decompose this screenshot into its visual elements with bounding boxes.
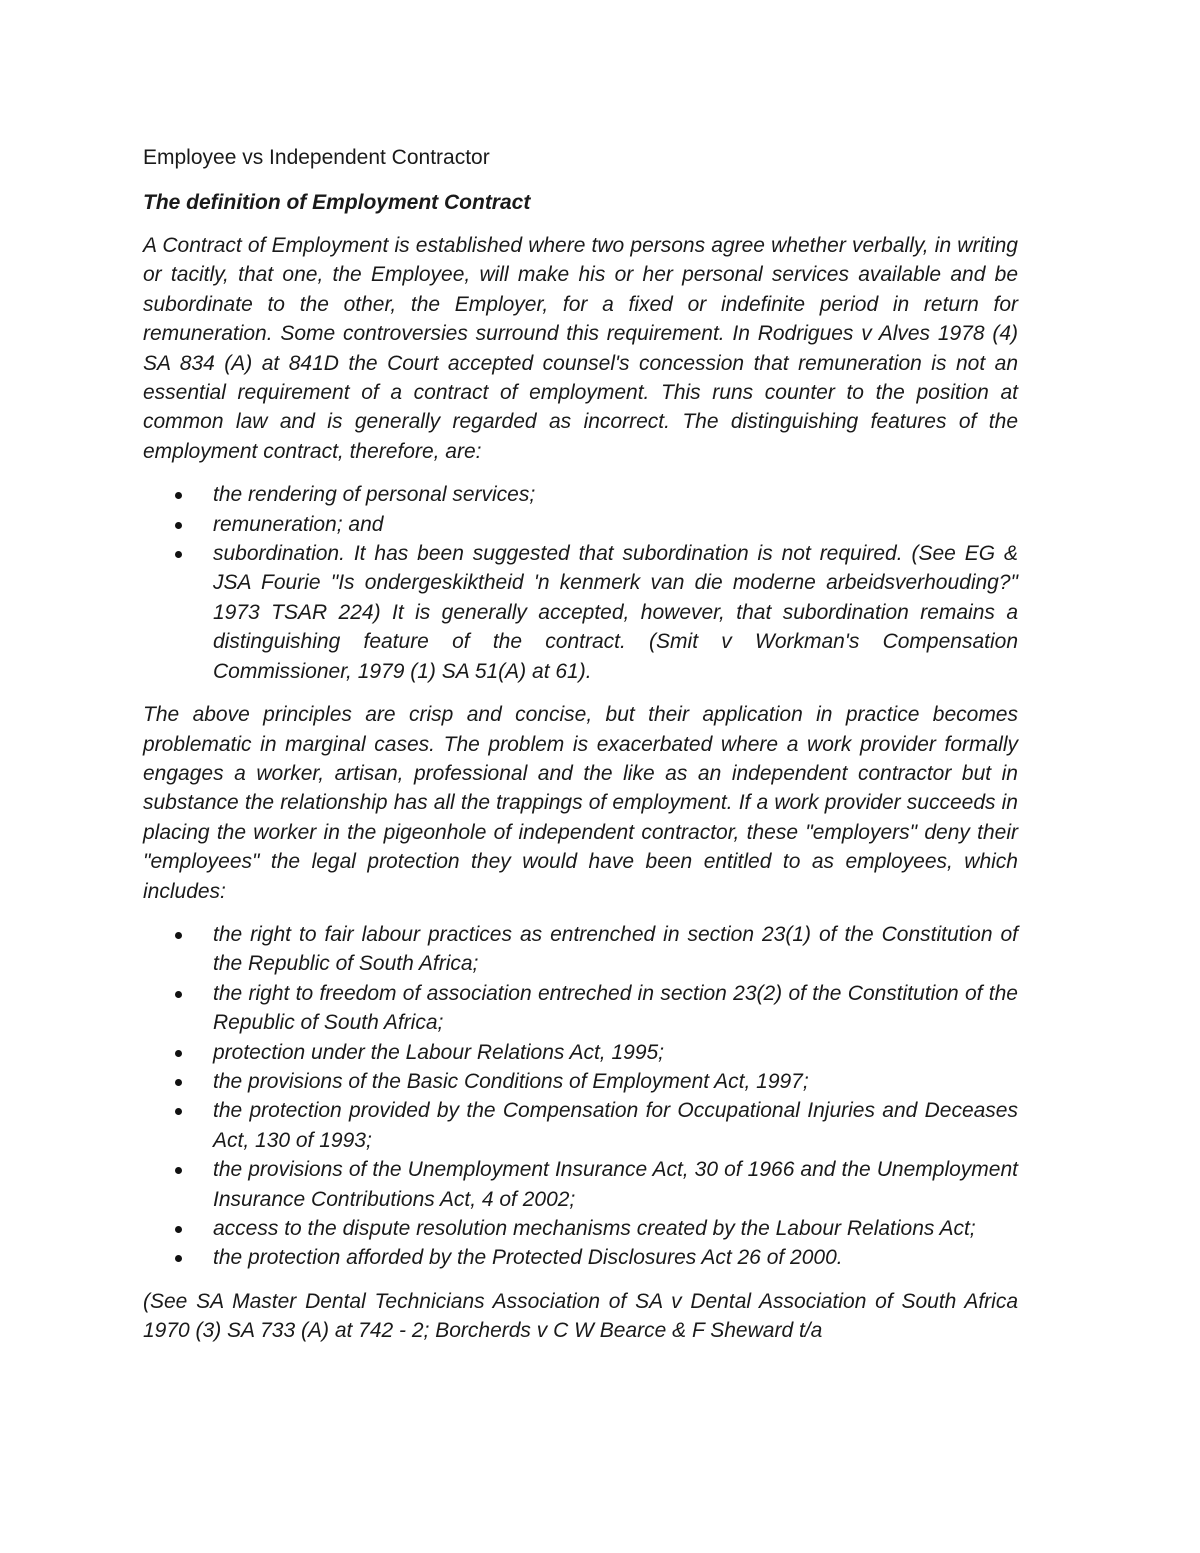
list-item-text: the right to fair labour practices as entrenched in section 23(1) of the Constitution of the Republic of South Africa; (213, 922, 1018, 976)
list-item (143, 979, 1018, 1038)
bullet-icon (175, 1050, 182, 1057)
list-item (143, 1243, 1018, 1272)
paragraph-citations: (See SA Master Dental Technicians Association of SA v Dental Association of South Africa 1970 (3) SA 733 (A) at 742 - 2; Borcherds v C W Bearce & F Sheward t/a (143, 1289, 1018, 1343)
bullet-icon (175, 492, 182, 499)
bullet-icon (175, 932, 182, 939)
list-item-text: the right to freedom of association entreched in section 23(2) of the Constitution of the Republic of South Africa; (213, 981, 1018, 1035)
bullet-icon (175, 1255, 182, 1262)
bullet-icon (175, 1167, 182, 1174)
list-item-text: access to the dispute resolution mechanisms created by the Labour Relations Act; (213, 1217, 976, 1240)
bullet-icon (175, 1079, 182, 1086)
list-item (143, 539, 1018, 686)
list-item-text: the protection provided by the Compensation for Occupational Injuries and Deceases Act, 130 of 1993; (213, 1099, 1018, 1152)
list-item (143, 920, 1018, 979)
list-item (143, 1096, 1018, 1155)
protections-list (143, 920, 1018, 1273)
document-page (143, 143, 1018, 1346)
bullet-icon (175, 522, 182, 529)
bullet-icon (175, 991, 182, 998)
list-item (143, 510, 1018, 539)
list-item-text: remuneration; and (213, 512, 384, 536)
list-item (143, 1155, 1018, 1214)
bullet-icon (175, 1226, 182, 1233)
section-heading: The definition of Employment Contract (143, 191, 531, 214)
bullet-icon (175, 1108, 182, 1115)
list-item-text: the protection afforded by the Protected Disclosures Act 26 of 2000. (213, 1246, 843, 1270)
list-item-text: the provisions of the Basic Conditions of Employment Act, 1997; (213, 1069, 809, 1093)
list-item (143, 1067, 1018, 1096)
list-item-text: the provisions of the Unemployment Insurance Act, 30 of 1966 and the Unemployment Insurance Contributions Act, 4 of 2002; (213, 1158, 1018, 1211)
list-item (143, 1214, 1018, 1243)
list-item (143, 1038, 1018, 1067)
features-list (143, 480, 1018, 686)
document-title: Employee vs Independent Contractor (143, 146, 490, 169)
paragraph-definition: A Contract of Employment is established where two persons agree whether verbally, in writing or tacitly, that one, the Employee, will make his or her personal services available and be subordinate to the other, the Employer, for a fixed or indefinite period in return for remuneration. Some controversies surround this requirement. In Rodrigues v Alves 1978 (4) SA 834 (A) at 841D the Court accepted counsel's concession that remuneration is not an essential requirement of a contract of employment. This runs counter to the position at common law and is generally regarded as incorrect. The distinguishing features of the employment contract, therefore, are: (143, 234, 1018, 463)
bullet-icon (175, 551, 182, 558)
list-item-text: subordination. It has been suggested that subordination is not required. (See EG & JSA Fourie "Is ondergeskiktheid 'n kenmerk van die moderne arbeidsverhouding?" 1973 TSAR 224) It is generally accepted, however, that subordination remains a distinguishing feature of the contract. (Smit v Workman's Compensation Commissioner, 1979 (1) SA 51(A) at 61). (213, 542, 1018, 683)
list-item (143, 480, 1018, 509)
paragraph-application: The above principles are crisp and concise, but their application in practice becomes problematic in marginal cases. The problem is exacerbated where a work provider formally engages a worker, artisan, professional and the like as an independent contractor but in substance the relationship has all the trappings of employment. If a work provider succeeds in placing the worker in the pigeonhole of independent contractor, these "employers" deny their "employees" the legal protection they would have been entitled to as employees, which includes: (143, 703, 1018, 903)
list-item-text: the rendering of personal services; (213, 483, 536, 507)
list-item-text: protection under the Labour Relations Act, 1995; (213, 1040, 665, 1064)
